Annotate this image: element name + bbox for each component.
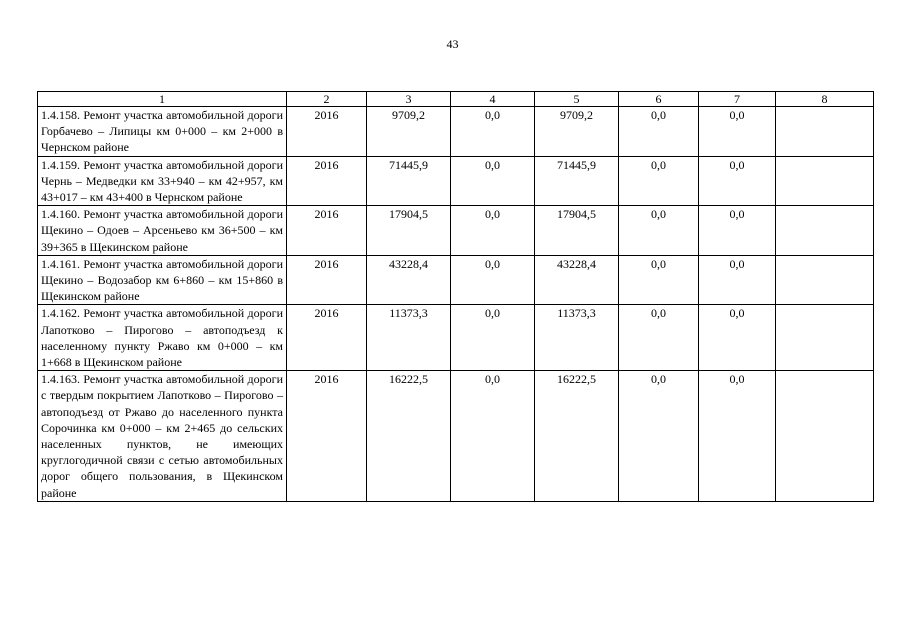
budget-table [37,91,874,502]
table-body [38,107,874,502]
row-col6: 0,0 [619,305,699,371]
table-row [38,255,874,305]
row-col6: 0,0 [619,156,699,206]
row-col3: 9709,2 [367,107,451,157]
row-description: 1.4.162. Ремонт участка автомобильной дороги Лапотково – Пирогово – автоподъезд к населенному пункту Ржаво км 0+000 – км 1+668 в Щекинском районе [38,305,287,371]
row-col3: 43228,4 [367,255,451,305]
row-col6: 0,0 [619,107,699,157]
row-col5: 43228,4 [535,255,619,305]
row-col8 [776,107,874,157]
row-year: 2016 [287,206,367,256]
row-description: 1.4.159. Ремонт участка автомобильной дороги Чернь – Медведки км 33+940 – км 42+957, км 43+017 – км 43+400 в Чернском районе [38,156,287,206]
header-row [38,92,874,107]
row-col5: 9709,2 [535,107,619,157]
row-col7: 0,0 [699,107,776,157]
row-col3: 71445,9 [367,156,451,206]
row-col4: 0,0 [451,305,535,371]
row-col6: 0,0 [619,371,699,502]
row-description: 1.4.160. Ремонт участка автомобильной дороги Щекино – Одоев – Арсеньево км 36+500 – км 39+365 в Щекинском районе [38,206,287,256]
header-col-4: 4 [451,92,535,107]
page-number: 43 [446,37,459,51]
row-description: 1.4.158. Ремонт участка автомобильной дороги Горбачево – Липицы км 0+000 – км 2+000 в Чернском районе [38,107,287,157]
row-col7: 0,0 [699,255,776,305]
row-col6: 0,0 [619,255,699,305]
row-year: 2016 [287,156,367,206]
row-col4: 0,0 [451,206,535,256]
header-col-1: 1 [38,92,287,107]
table-row [38,305,874,371]
header-col-3: 3 [367,92,451,107]
row-col5: 71445,9 [535,156,619,206]
header-col-2: 2 [287,92,367,107]
row-col3: 17904,5 [367,206,451,256]
row-col7: 0,0 [699,156,776,206]
row-col8 [776,206,874,256]
row-col6: 0,0 [619,206,699,256]
row-col5: 11373,3 [535,305,619,371]
row-col8 [776,255,874,305]
table-header [38,92,874,107]
row-col4: 0,0 [451,255,535,305]
table-row [38,156,874,206]
row-year: 2016 [287,305,367,371]
row-col7: 0,0 [699,371,776,502]
row-description: 1.4.161. Ремонт участка автомобильной дороги Щекино – Водозабор км 6+860 – км 15+860 в Щекинском районе [38,255,287,305]
header-col-7: 7 [699,92,776,107]
row-col4: 0,0 [451,371,535,502]
table-row [38,107,874,157]
row-year: 2016 [287,255,367,305]
row-col4: 0,0 [451,156,535,206]
row-col5: 16222,5 [535,371,619,502]
row-col8 [776,305,874,371]
table-row [38,206,874,256]
row-col5: 17904,5 [535,206,619,256]
row-description: 1.4.163. Ремонт участка автомобильной дороги с твердым покрытием Лапотково – Пирогово – автоподъезд от Ржаво до населенного пункта Сорочинка км 0+000 – км 2+465 до сельских населенных пунктов, не имеющих круглогодичной связи с сетью автомобильных дорог общего пользования, в Щекинском районе [38,371,287,502]
header-col-5: 5 [535,92,619,107]
row-year: 2016 [287,107,367,157]
header-col-6: 6 [619,92,699,107]
row-col8 [776,371,874,502]
header-col-8: 8 [776,92,874,107]
row-col4: 0,0 [451,107,535,157]
row-year: 2016 [287,371,367,502]
table-row [38,371,874,502]
row-col3: 11373,3 [367,305,451,371]
row-col8 [776,156,874,206]
row-col7: 0,0 [699,206,776,256]
row-col7: 0,0 [699,305,776,371]
row-col3: 16222,5 [367,371,451,502]
